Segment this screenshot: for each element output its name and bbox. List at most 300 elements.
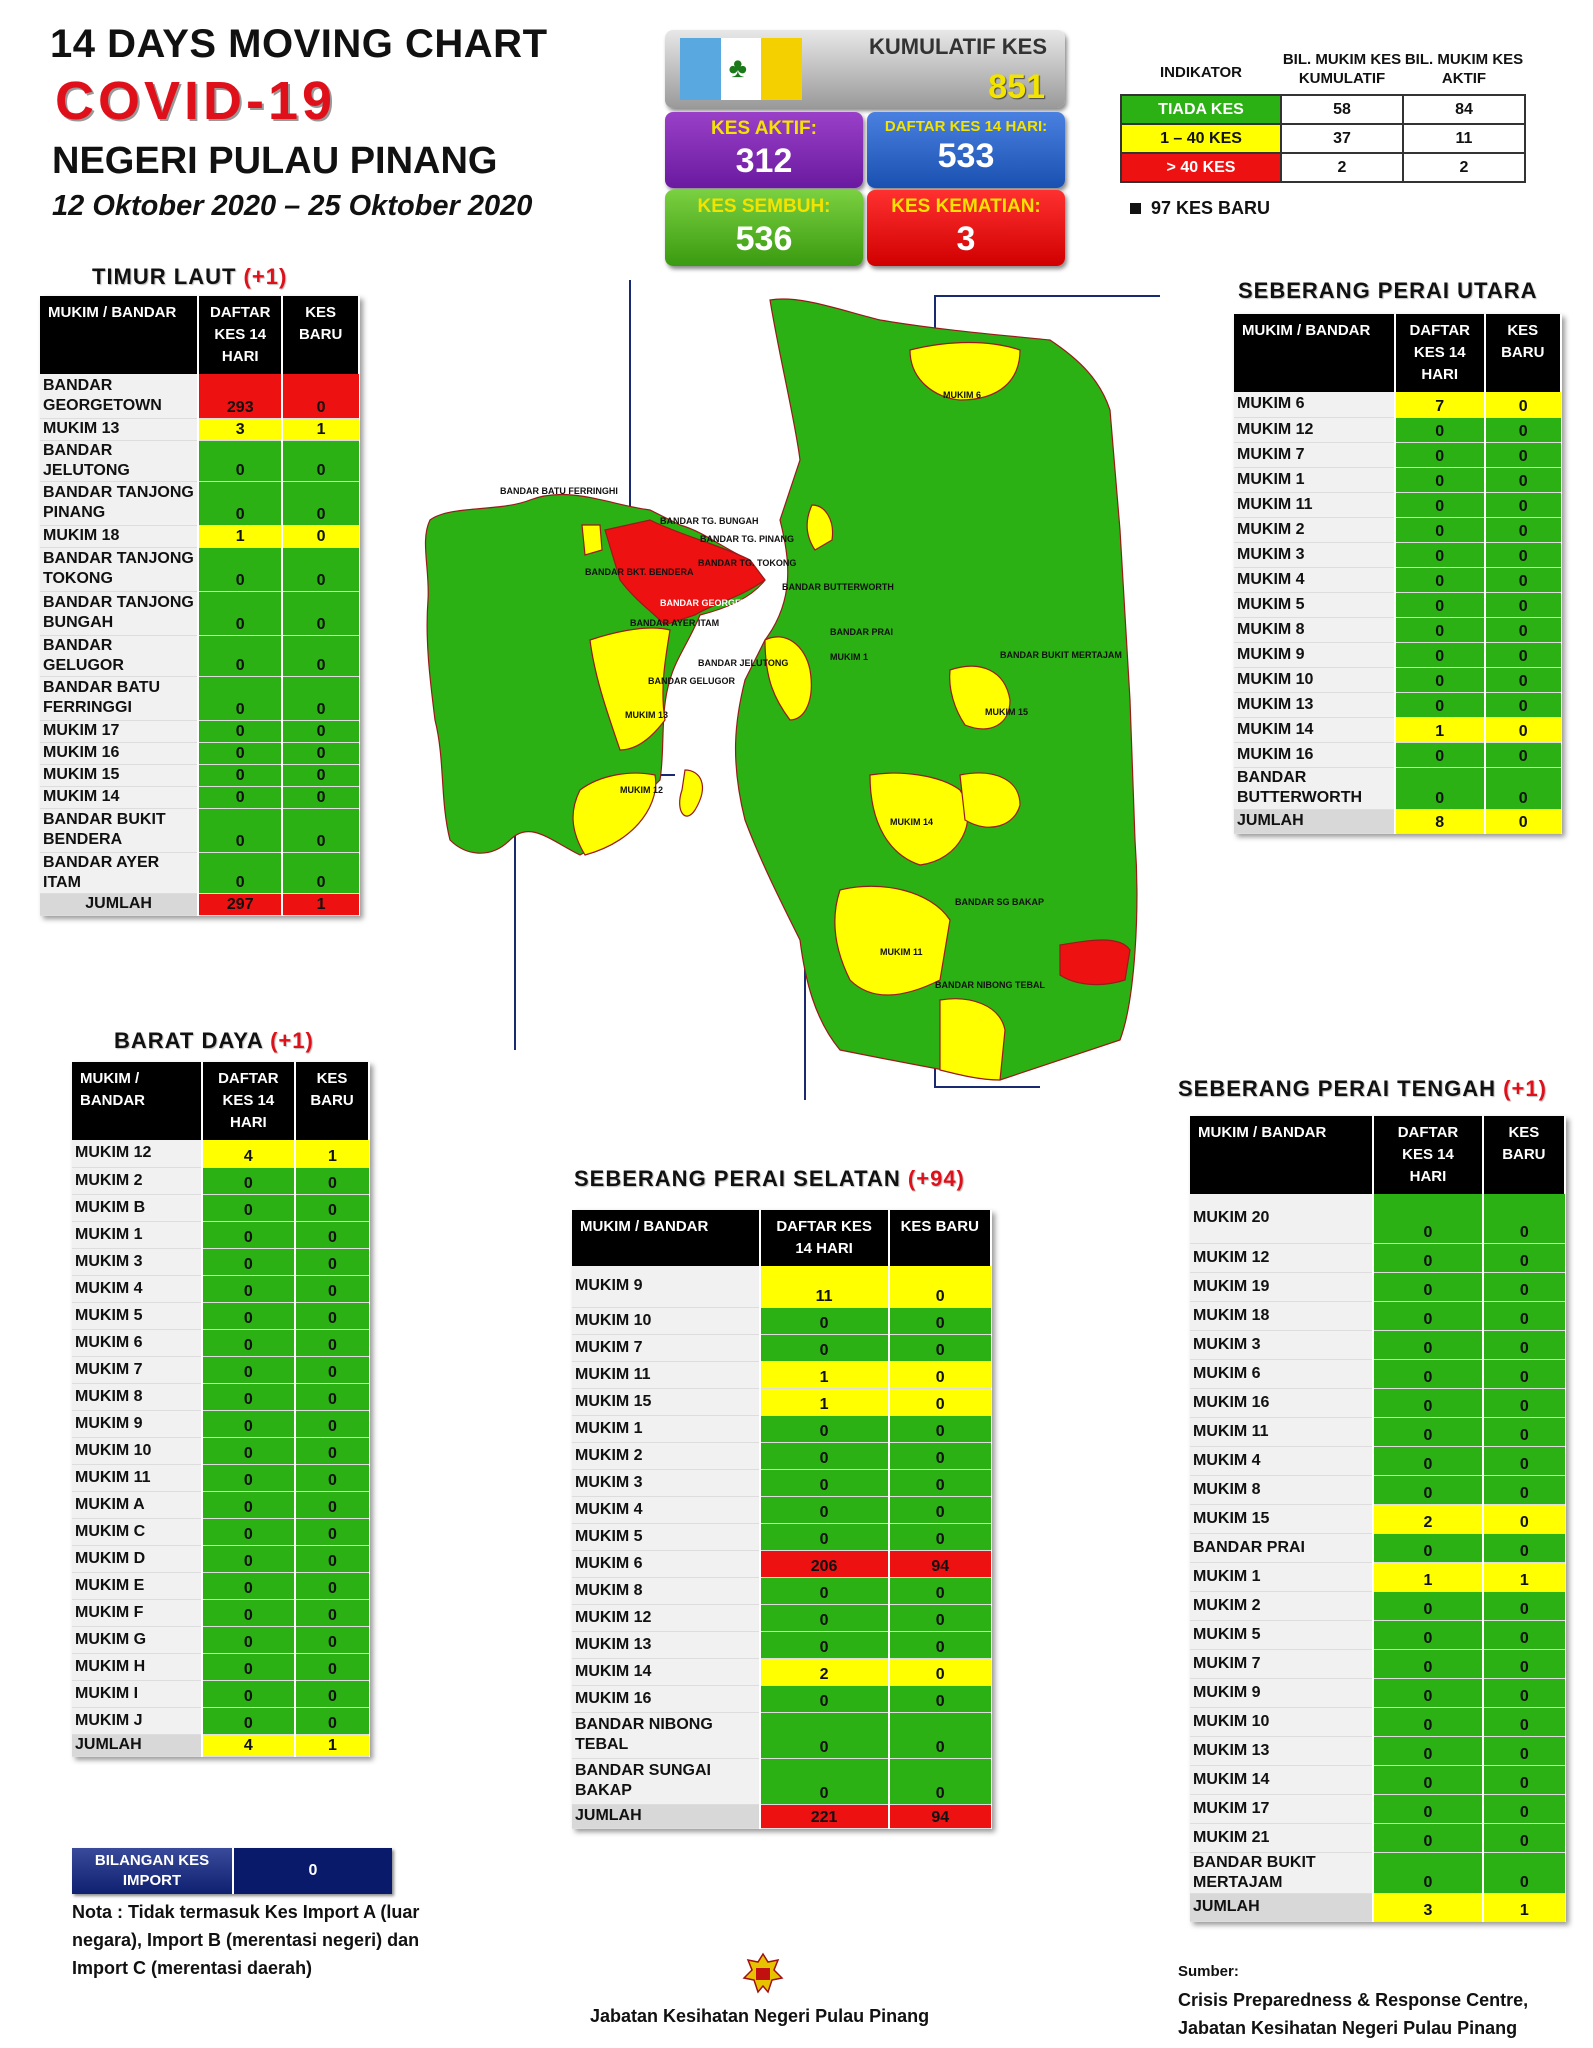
- barat-daya-row-name: MUKIM H: [72, 1653, 202, 1680]
- barat-daya-row-baru: 0: [295, 1464, 369, 1491]
- kes-baru-note: [1130, 198, 1270, 219]
- sp-tengah-total-daftar: 3: [1373, 1893, 1483, 1921]
- map-label-mukim-15: MUKIM 15: [985, 707, 1029, 717]
- sp-selatan-row-baru: 0: [889, 1469, 992, 1496]
- barat-daya-row-daftar: 0: [202, 1653, 295, 1680]
- sp-utara-title: [1238, 278, 1538, 304]
- sp-utara-row-baru: 0: [1485, 467, 1561, 492]
- map-label-mukim-12: MUKIM 12: [620, 785, 664, 795]
- table-row: [572, 1415, 991, 1442]
- timur-laut-row-name: MUKIM 16: [40, 742, 198, 764]
- table-row: [1190, 1417, 1565, 1446]
- barat-daya-row-baru: 0: [295, 1545, 369, 1572]
- sp-utara-row-name: MUKIM 11: [1234, 492, 1395, 517]
- barat-daya-table: [72, 1062, 370, 1757]
- map-label-gelugor: BANDAR GELUGOR: [648, 676, 735, 686]
- barat-daya-row-name: MUKIM 8: [72, 1383, 202, 1410]
- import-box: [72, 1848, 392, 1894]
- table-total-row: [1190, 1893, 1565, 1921]
- timur-laut-row-baru: 0: [282, 547, 359, 591]
- timur-laut-row-baru: 0: [282, 852, 359, 893]
- sp-tengah-row-daftar: 0: [1373, 1678, 1483, 1707]
- sp-utara-row-baru: 0: [1485, 567, 1561, 592]
- sp-utara-row-baru: 0: [1485, 392, 1561, 417]
- sp-utara-row-baru: 0: [1485, 642, 1561, 667]
- coat-of-arms-icon: [738, 1950, 788, 1996]
- table-row: [1190, 1272, 1565, 1301]
- table-row: [572, 1523, 991, 1550]
- table-row: [572, 1550, 991, 1577]
- barat-daya-total-daftar: 4: [202, 1734, 295, 1756]
- sp-tengah-row-daftar: 0: [1373, 1591, 1483, 1620]
- sp-utara-row-name: MUKIM 9: [1234, 642, 1395, 667]
- table-row: [572, 1685, 991, 1712]
- map-label-ayer-itam: BANDAR AYER ITAM: [630, 618, 720, 628]
- map-label-prai: BANDAR PRAI: [830, 627, 893, 637]
- table-row: [72, 1329, 369, 1356]
- sp-tengah-row-name: MUKIM 17: [1190, 1794, 1373, 1823]
- sp-utara-row-name: MUKIM 4: [1234, 567, 1395, 592]
- sp-tengah-row-baru: 0: [1483, 1620, 1565, 1649]
- timur-laut-row-baru: 0: [282, 808, 359, 852]
- timur-laut-row-daftar: 0: [198, 764, 282, 786]
- table-total-row: [40, 893, 359, 915]
- timur-laut-row-name: BANDAR TANJONG TOKONG: [40, 547, 198, 591]
- table-row: [1234, 492, 1561, 517]
- timur-laut-row-name: BANDAR AYER ITAM: [40, 852, 198, 893]
- table-row: [72, 1626, 369, 1653]
- sp-selatan-row-name: MUKIM 16: [572, 1685, 760, 1712]
- barat-daya-row-daftar: 0: [202, 1464, 295, 1491]
- ind-tiada-kumulatif: 58: [1281, 95, 1403, 124]
- sp-selatan-row-name: MUKIM 14: [572, 1658, 760, 1685]
- table-row: [72, 1302, 369, 1329]
- sp-utara-header-name: MUKIM / BANDAR: [1234, 314, 1395, 392]
- table-row: [72, 1437, 369, 1464]
- barat-daya-title: [114, 1028, 314, 1054]
- sp-tengah-row-baru: 0: [1483, 1591, 1565, 1620]
- sp-selatan-row-name: MUKIM 1: [572, 1415, 760, 1442]
- sp-tengah-row-name: MUKIM 4: [1190, 1446, 1373, 1475]
- sp-tengah-delta: (+1): [1503, 1076, 1547, 1101]
- barat-daya-row-name: MUKIM 6: [72, 1329, 202, 1356]
- table-total-row: [1234, 809, 1561, 833]
- barat-daya-row-baru: 0: [295, 1167, 369, 1194]
- sumber-line2: Jabatan Kesihatan Negeri Pulau Pinang: [1178, 2018, 1518, 2038]
- table-total-row: [72, 1734, 369, 1756]
- table-row: [1234, 692, 1561, 717]
- sp-tengah-row-baru: 0: [1483, 1649, 1565, 1678]
- sp-utara-row-name: MUKIM 16: [1234, 742, 1395, 767]
- table-row: [40, 591, 359, 635]
- timur-laut-row-daftar: 0: [198, 591, 282, 635]
- sp-selatan-row-daftar: 0: [760, 1334, 889, 1361]
- sp-selatan-row-baru: 0: [889, 1442, 992, 1469]
- sp-selatan-row-baru: 0: [889, 1334, 992, 1361]
- sp-tengah-row-baru: 0: [1483, 1736, 1565, 1765]
- barat-daya-row-name: MUKIM C: [72, 1518, 202, 1545]
- sp-utara-row-baru: 0: [1485, 442, 1561, 467]
- import-value: 0: [232, 1848, 392, 1894]
- table-row: [1234, 642, 1561, 667]
- table-row: [40, 720, 359, 742]
- sp-selatan-row-name: MUKIM 9: [572, 1266, 760, 1307]
- barat-daya-row-baru: 0: [295, 1410, 369, 1437]
- sp-tengah-row-baru: 0: [1483, 1446, 1565, 1475]
- sp-utara-row-daftar: 0: [1395, 567, 1485, 592]
- sp-utara-row-baru: 0: [1485, 667, 1561, 692]
- timur-laut-row-daftar: 0: [198, 440, 282, 481]
- sp-selatan-row-baru: 0: [889, 1604, 992, 1631]
- sp-selatan-row-daftar: 1: [760, 1388, 889, 1415]
- table-row: [40, 786, 359, 808]
- sp-tengah-row-name: MUKIM 14: [1190, 1765, 1373, 1794]
- table-row: [72, 1248, 369, 1275]
- timur-laut-row-baru: 0: [282, 635, 359, 676]
- sp-utara-row-daftar: 0: [1395, 592, 1485, 617]
- kes-kematian-value: 3: [956, 220, 976, 258]
- ind-tiada-label: TIADA KES: [1121, 95, 1281, 124]
- table-row: [572, 1361, 991, 1388]
- sp-utara-row-daftar: 0: [1395, 617, 1485, 642]
- sp-utara-row-daftar: 0: [1395, 492, 1485, 517]
- kumulatif-value: 851: [988, 68, 1045, 106]
- table-row: [572, 1307, 991, 1334]
- table-row: [72, 1140, 369, 1167]
- sp-tengah-row-name: MUKIM 16: [1190, 1388, 1373, 1417]
- kumulatif-label: KUMULATIF KES: [868, 34, 1047, 59]
- sp-selatan-total-daftar: 221: [760, 1804, 889, 1828]
- sp-tengah-row-baru: 0: [1483, 1475, 1565, 1504]
- table-row: [1234, 667, 1561, 692]
- timur-laut-row-baru: 0: [282, 481, 359, 525]
- table-row: [72, 1167, 369, 1194]
- sp-selatan-row-name: MUKIM 11: [572, 1361, 760, 1388]
- penang-map: [420, 280, 1160, 1100]
- sp-selatan-row-daftar: 0: [760, 1442, 889, 1469]
- sp-utara-row-daftar: 0: [1395, 692, 1485, 717]
- barat-daya-delta: (+1): [270, 1028, 314, 1053]
- sp-tengah-row-baru: 0: [1483, 1388, 1565, 1417]
- barat-daya-row-daftar: 0: [202, 1410, 295, 1437]
- barat-daya-row-daftar: 0: [202, 1680, 295, 1707]
- table-row: [1190, 1765, 1565, 1794]
- sp-tengah-row-daftar: 0: [1373, 1649, 1483, 1678]
- sp-utara-row-name: MUKIM 8: [1234, 617, 1395, 642]
- sp-tengah-header-name: MUKIM / BANDAR: [1190, 1116, 1373, 1194]
- sp-tengah-row-baru: 0: [1483, 1504, 1565, 1533]
- barat-daya-header-baru: KES BARU: [295, 1062, 369, 1140]
- barat-daya-header-daftar: DAFTAR KES 14 HARI: [202, 1062, 295, 1140]
- timur-laut-row-baru: 0: [282, 591, 359, 635]
- sp-tengah-row-baru: 0: [1483, 1533, 1565, 1562]
- header-title: 14 DAYS MOVING CHART: [50, 22, 548, 66]
- timur-laut-row-baru: 0: [282, 764, 359, 786]
- sp-tengah-row-baru: 0: [1483, 1272, 1565, 1301]
- sp-tengah-row-name: MUKIM 11: [1190, 1417, 1373, 1446]
- map-label-bkt-bendera: BANDAR BKT. BENDERA: [585, 567, 694, 577]
- sp-utara-row-daftar: 0: [1395, 667, 1485, 692]
- barat-daya-row-baru: 0: [295, 1653, 369, 1680]
- barat-daya-row-daftar: 0: [202, 1302, 295, 1329]
- table-row: [72, 1410, 369, 1437]
- sp-selatan-row-baru: 0: [889, 1712, 992, 1758]
- sp-selatan-row-name: MUKIM 15: [572, 1388, 760, 1415]
- square-bullet-icon: [1130, 203, 1141, 214]
- timur-laut-row-name: BANDAR TANJONG BUNGAH: [40, 591, 198, 635]
- barat-daya-header-name: MUKIM / BANDAR: [72, 1062, 202, 1140]
- timur-laut-row-daftar: 0: [198, 547, 282, 591]
- kes-kematian-box: [867, 190, 1065, 266]
- map-label-mukim-14: MUKIM 14: [890, 817, 934, 827]
- sp-selatan-row-daftar: 0: [760, 1496, 889, 1523]
- sp-utara-row-baru: 0: [1485, 417, 1561, 442]
- table-row: [1234, 392, 1561, 417]
- table-row: [40, 481, 359, 525]
- barat-daya-row-name: MUKIM A: [72, 1491, 202, 1518]
- map-label-mukim-1: MUKIM 1: [830, 652, 868, 662]
- ind-header-kumulatif: BIL. MUKIM KES KUMULATIF: [1282, 51, 1402, 87]
- barat-daya-row-daftar: 0: [202, 1329, 295, 1356]
- table-row: [72, 1356, 369, 1383]
- table-row: [72, 1275, 369, 1302]
- ind-header-aktif: BIL. MUKIM KES AKTIF: [1404, 51, 1524, 87]
- barat-daya-row-name: MUKIM 7: [72, 1356, 202, 1383]
- table-row: [1190, 1591, 1565, 1620]
- sp-utara-row-baru: 0: [1485, 742, 1561, 767]
- barat-daya-row-name: MUKIM 4: [72, 1275, 202, 1302]
- barat-daya-row-daftar: 0: [202, 1383, 295, 1410]
- sp-tengah-row-name: MUKIM 3: [1190, 1330, 1373, 1359]
- sp-selatan-row-baru: 94: [889, 1550, 992, 1577]
- timur-laut-table: [40, 296, 360, 916]
- sp-tengah-row-name: MUKIM 21: [1190, 1823, 1373, 1852]
- table-row: [72, 1518, 369, 1545]
- table-row: [1190, 1194, 1565, 1243]
- timur-laut-row-name: BANDAR JELUTONG: [40, 440, 198, 481]
- sp-tengah-row-daftar: 0: [1373, 1852, 1483, 1893]
- sp-tengah-row-baru: 0: [1483, 1301, 1565, 1330]
- timur-laut-row-daftar: 1: [198, 525, 282, 547]
- map-label-georgetown: BANDAR GEORGETOWN: [660, 598, 769, 608]
- sp-tengah-row-baru: 0: [1483, 1765, 1565, 1794]
- sp-selatan-row-baru: 0: [889, 1266, 992, 1307]
- sp-tengah-row-name: MUKIM 20: [1190, 1194, 1373, 1243]
- daftar-label: DAFTAR KES 14 HARI:: [884, 118, 1048, 135]
- sp-utara-total-baru: 0: [1485, 809, 1561, 833]
- sp-tengah-row-name: MUKIM 19: [1190, 1272, 1373, 1301]
- sp-tengah-row-baru: 0: [1483, 1194, 1565, 1243]
- ind-40-kumulatif: 2: [1281, 153, 1403, 182]
- sp-tengah-row-daftar: 0: [1373, 1823, 1483, 1852]
- timur-laut-row-name: MUKIM 15: [40, 764, 198, 786]
- barat-daya-row-daftar: 0: [202, 1626, 295, 1653]
- table-row: [1190, 1330, 1565, 1359]
- date-range: 12 Oktober 2020 – 25 Oktober 2020: [52, 190, 533, 222]
- map-label-nibong-tebal: BANDAR NIBONG TEBAL: [935, 980, 1045, 990]
- sumber-label: Sumber:: [1178, 1963, 1239, 1980]
- timur-laut-row-daftar: 0: [198, 481, 282, 525]
- table-row: [1190, 1475, 1565, 1504]
- table-row: [572, 1334, 991, 1361]
- sp-tengah-title-text: SEBERANG PERAI TENGAH: [1178, 1076, 1497, 1101]
- table-row: [1190, 1359, 1565, 1388]
- sp-selatan-row-daftar: 0: [760, 1631, 889, 1658]
- sp-selatan-row-daftar: 0: [760, 1307, 889, 1334]
- table-row: [40, 852, 359, 893]
- sp-selatan-header-daftar: DAFTAR KES 14 HARI: [760, 1210, 889, 1266]
- daftar-value: 533: [937, 137, 995, 175]
- timur-laut-title-text: TIMUR LAUT: [92, 264, 237, 289]
- table-row: [1190, 1852, 1565, 1893]
- sp-selatan-row-name: BANDAR NIBONG TEBAL: [572, 1712, 760, 1758]
- sp-selatan-row-name: MUKIM 13: [572, 1631, 760, 1658]
- timur-laut-title: [92, 264, 287, 290]
- timur-laut-row-baru: 0: [282, 720, 359, 742]
- ind-1-40-label: 1 – 40 KES: [1121, 124, 1281, 153]
- sp-tengah-row-name: MUKIM 9: [1190, 1678, 1373, 1707]
- indicator-table: [1120, 50, 1526, 183]
- sp-selatan-delta: (+94): [907, 1166, 965, 1191]
- table-row: [572, 1604, 991, 1631]
- map-label-tg-tokong: BANDAR TG. TOKONG: [698, 558, 797, 568]
- sp-utara-row-name: MUKIM 7: [1234, 442, 1395, 467]
- sp-tengah-row-name: MUKIM 7: [1190, 1649, 1373, 1678]
- sp-utara-row-name: MUKIM 1: [1234, 467, 1395, 492]
- sp-tengah-row-daftar: 1: [1373, 1562, 1483, 1591]
- timur-laut-total-name: JUMLAH: [40, 893, 198, 915]
- sp-utara-header-daftar: DAFTAR KES 14 HARI: [1395, 314, 1485, 392]
- timur-laut-row-baru: 1: [282, 418, 359, 440]
- sp-selatan-row-daftar: 0: [760, 1523, 889, 1550]
- table-row: [72, 1221, 369, 1248]
- sp-selatan-row-daftar: 206: [760, 1550, 889, 1577]
- kes-sembuh-label: KES SEMBUH:: [697, 196, 831, 217]
- table-row: [1190, 1388, 1565, 1417]
- table-row: [1190, 1649, 1565, 1678]
- sp-utara-row-daftar: 1: [1395, 717, 1485, 742]
- sp-utara-row-baru: 0: [1485, 617, 1561, 642]
- table-row: [572, 1442, 991, 1469]
- sp-selatan-row-baru: 0: [889, 1758, 992, 1804]
- sumber-line1: Crisis Preparedness & Response Centre,: [1178, 1990, 1529, 2010]
- sp-utara-row-baru: 0: [1485, 592, 1561, 617]
- timur-laut-row-name: MUKIM 18: [40, 525, 198, 547]
- barat-daya-row-daftar: 0: [202, 1248, 295, 1275]
- table-row: [1234, 442, 1561, 467]
- sp-selatan-row-name: MUKIM 6: [572, 1550, 760, 1577]
- table-row: [572, 1469, 991, 1496]
- sp-utara-row-daftar: 7: [1395, 392, 1485, 417]
- timur-laut-total-daftar: 297: [198, 893, 282, 915]
- sp-tengah-table: [1190, 1116, 1566, 1922]
- barat-daya-row-baru: 0: [295, 1680, 369, 1707]
- sp-selatan-row-daftar: 11: [760, 1266, 889, 1307]
- sp-utara-title-text: SEBERANG PERAI UTARA: [1238, 278, 1538, 303]
- barat-daya-row-baru: 0: [295, 1599, 369, 1626]
- sp-utara-row-baru: 0: [1485, 492, 1561, 517]
- timur-laut-row-daftar: 0: [198, 786, 282, 808]
- kes-sembuh-box: [665, 190, 863, 266]
- table-row: [40, 418, 359, 440]
- sp-selatan-table: [572, 1210, 992, 1829]
- sp-selatan-row-name: MUKIM 4: [572, 1496, 760, 1523]
- nota-text: Nota : Tidak termasuk Kes Import A (luar negara), Import B (merentasi negeri) dan Import C (merentasi daerah): [72, 1902, 420, 1978]
- sp-tengah-row-daftar: 0: [1373, 1194, 1483, 1243]
- table-row: [572, 1496, 991, 1523]
- sp-utara-row-name: MUKIM 12: [1234, 417, 1395, 442]
- table-row: [1190, 1533, 1565, 1562]
- sp-utara-row-name: BANDAR BUTTERWORTH: [1234, 767, 1395, 809]
- sp-selatan-row-name: MUKIM 8: [572, 1577, 760, 1604]
- timur-laut-row-daftar: 0: [198, 808, 282, 852]
- barat-daya-total-baru: 1: [295, 1734, 369, 1756]
- table-row: [572, 1658, 991, 1685]
- barat-daya-row-baru: 0: [295, 1437, 369, 1464]
- sp-utara-row-name: MUKIM 14: [1234, 717, 1395, 742]
- sp-selatan-row-baru: 0: [889, 1685, 992, 1712]
- table-total-row: [572, 1804, 991, 1828]
- sp-tengah-row-name: MUKIM 1: [1190, 1562, 1373, 1591]
- table-row: [40, 440, 359, 481]
- sp-tengah-row-baru: 0: [1483, 1359, 1565, 1388]
- timur-laut-row-name: BANDAR BATU FERRINGGI: [40, 676, 198, 720]
- sp-tengah-row-name: MUKIM 18: [1190, 1301, 1373, 1330]
- table-row: [1234, 717, 1561, 742]
- kumulatif-box: [665, 30, 1065, 108]
- table-row: [40, 764, 359, 786]
- sp-utara-header-baru: KES BARU: [1485, 314, 1561, 392]
- table-row: [1234, 467, 1561, 492]
- sp-utara-row-baru: 0: [1485, 767, 1561, 809]
- sp-utara-row-name: MUKIM 2: [1234, 517, 1395, 542]
- sp-tengah-row-name: MUKIM 12: [1190, 1243, 1373, 1272]
- timur-laut-row-name: MUKIM 17: [40, 720, 198, 742]
- sp-utara-row-name: MUKIM 3: [1234, 542, 1395, 567]
- table-row: [1190, 1301, 1565, 1330]
- table-row: [1190, 1620, 1565, 1649]
- sp-tengah-row-name: MUKIM 10: [1190, 1707, 1373, 1736]
- table-row: [40, 374, 359, 418]
- kes-baru-text: 97 KES BARU: [1151, 198, 1271, 218]
- sp-tengah-row-daftar: 0: [1373, 1388, 1483, 1417]
- covid-title: COVID-19: [55, 71, 337, 131]
- table-row: [572, 1631, 991, 1658]
- table-row: [40, 676, 359, 720]
- table-row: [1234, 417, 1561, 442]
- barat-daya-row-name: MUKIM J: [72, 1707, 202, 1734]
- sp-tengah-row-baru: 0: [1483, 1852, 1565, 1893]
- barat-daya-row-name: MUKIM 12: [72, 1140, 202, 1167]
- sp-selatan-row-daftar: 0: [760, 1685, 889, 1712]
- barat-daya-row-daftar: 0: [202, 1491, 295, 1518]
- sp-utara-total-name: JUMLAH: [1234, 809, 1395, 833]
- barat-daya-row-baru: 1: [295, 1140, 369, 1167]
- sp-tengah-row-name: MUKIM 2: [1190, 1591, 1373, 1620]
- table-row: [1190, 1794, 1565, 1823]
- kes-aktif-label: KES AKTIF:: [711, 118, 817, 139]
- table-row: [1234, 767, 1561, 809]
- sp-tengah-row-daftar: 0: [1373, 1736, 1483, 1765]
- timur-laut-row-daftar: 0: [198, 676, 282, 720]
- sp-selatan-row-name: MUKIM 7: [572, 1334, 760, 1361]
- sp-tengah-row-daftar: 0: [1373, 1475, 1483, 1504]
- sp-selatan-row-name: MUKIM 3: [572, 1469, 760, 1496]
- sp-selatan-title-text: SEBERANG PERAI SELATAN: [574, 1166, 901, 1191]
- sp-tengah-row-daftar: 0: [1373, 1620, 1483, 1649]
- sp-selatan-title: [574, 1166, 965, 1192]
- table-row: [72, 1464, 369, 1491]
